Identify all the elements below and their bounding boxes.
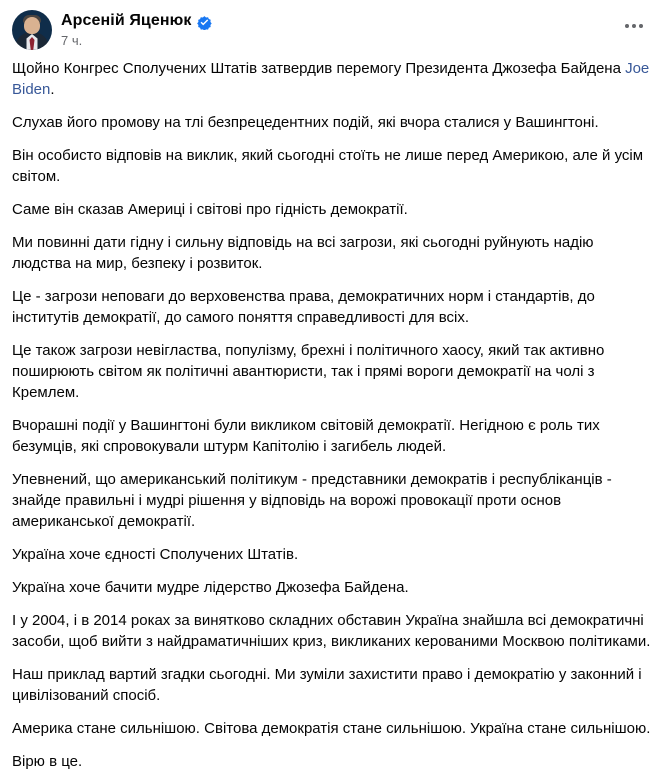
profile-mention-link[interactable]: Joe Biden xyxy=(12,60,650,98)
post-paragraph: Він особисто відповів на виклик, який сьогодні стоїть не лише перед Америкою, але й усім світом. xyxy=(12,147,644,185)
post-body xyxy=(12,56,651,772)
author-name[interactable]: Арсеній Яценюк xyxy=(61,12,192,29)
avatar[interactable] xyxy=(12,10,52,50)
post-paragraph: Вчорашні події у Вашингтоні були викликом світовій демократії. Негідною є роль тих безумців, які спровокували штурм Капітолію і загибель людей. xyxy=(12,417,600,455)
avatar-face xyxy=(24,17,40,34)
author-name-row xyxy=(61,11,212,31)
post-header xyxy=(12,8,651,56)
verified-badge-icon xyxy=(197,15,212,30)
post-paragraph: Це також загрози невігластва, популізму, брехні і політичного хаосу, який так активно поширюють світом як політичні авантюристи, так і прямі вороги демократії на чолі з Кремлем. xyxy=(12,342,605,401)
post-paragraph: Наш приклад вартий згадки сьогодні. Ми зуміли захистити право і демократію у законний і цивілізований спосіб. xyxy=(12,666,642,704)
post-paragraph: Слухав його промову на тлі безпрецедентних подій, які вчора сталися у Вашингтоні. xyxy=(12,114,599,131)
post-paragraph xyxy=(12,58,651,100)
post-paragraph: Ми повинні дати гідну і сильну відповідь на всі загрози, які сьогодні руйнують надію людства на мир, безпеку і розвиток. xyxy=(12,234,594,272)
post-paragraph: Україна хоче бачити мудре лідерство Джозефа Байдена. xyxy=(12,579,409,596)
paragraph-text-tail: . xyxy=(50,81,55,98)
dot-1 xyxy=(625,24,629,28)
post-paragraph: Америка стане сильнішою. Світова демократія стане сильнішою. Україна стане сильнішою. xyxy=(12,720,651,737)
post-paragraph: Саме він сказав Америці і світові про гідність демократії. xyxy=(12,201,408,218)
post-paragraph: Україна хоче єдності Сполучених Штатів. xyxy=(12,546,299,563)
more-options-icon[interactable] xyxy=(619,16,649,36)
paragraph-text: Щойно Конгрес Сполучених Штатів затвердив перемогу Президента Джозефа Байдена xyxy=(12,60,626,77)
dot-3 xyxy=(639,24,643,28)
post-paragraph: Вірю в це. xyxy=(12,753,83,770)
post-author-block xyxy=(61,10,212,50)
dot-2 xyxy=(632,24,636,28)
post-paragraph: І у 2004, і в 2014 роках за винятково складних обставин Україна знайшла всі демократичні засоби, щоб вийти з найдраматичніших криз, викликаних керованими Москвою політиками. xyxy=(12,612,651,650)
post-paragraph: Це - загрози неповаги до верховенства права, демократичних норм і стандартів, до інститутів демократії, до самого поняття справедливості для всіх. xyxy=(12,288,595,326)
post-timestamp[interactable]: 7 ч. xyxy=(61,33,83,48)
post-paragraph: Упевнений, що американський політикум - представники демократів і республіканців - знайде правильні і мудрі рішення у відповідь на ворожі провокації проти основ американської демократії. xyxy=(12,471,612,530)
